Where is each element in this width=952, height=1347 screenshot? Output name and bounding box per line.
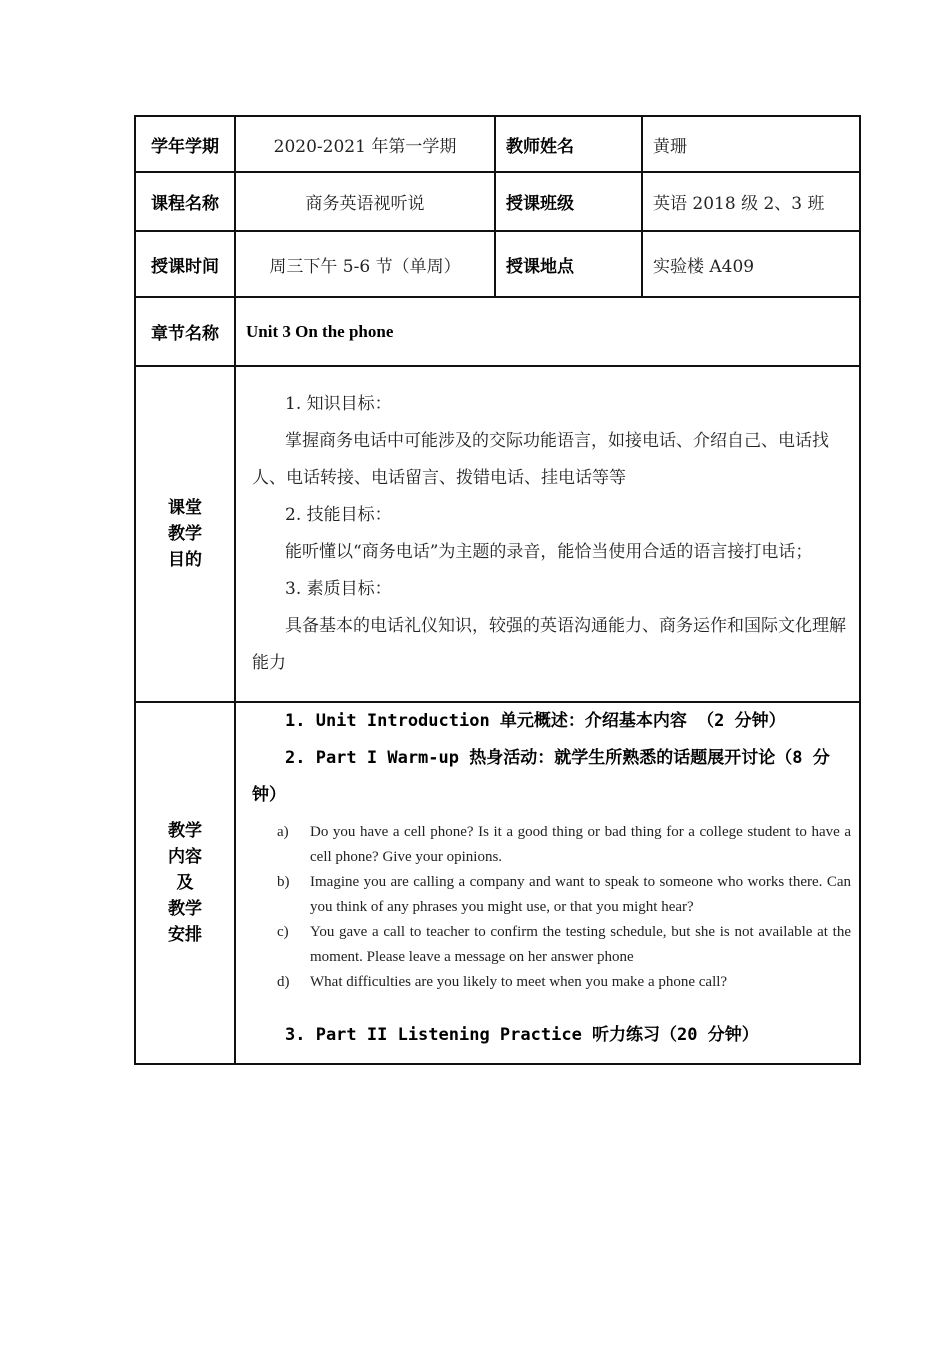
label-content (135, 702, 235, 1064)
row-semester (135, 116, 860, 172)
lesson-plan-table (134, 115, 861, 1065)
value-teacher: 黄珊 (642, 116, 860, 172)
label-course: 课程名称 (135, 172, 235, 231)
spacer (252, 995, 851, 1017)
section-heading: 3. Part II Listening Practice 听力练习（20 分钟） (285, 1025, 759, 1045)
label-line: 安排 (168, 925, 202, 945)
objective-text: 能听懂以“商务电话”为主题的录音，能恰当使用合适的语言接打电话； (285, 542, 813, 562)
list-item (252, 920, 851, 970)
label-chapter: 章节名称 (135, 297, 235, 366)
label-teacher: 教师姓名 (495, 116, 642, 172)
section-heading: 2. Part I Warm-up 热身活动：就学生所熟悉的话题展开讨论（8 分钟） (252, 748, 830, 805)
value-course: 商务英语视听说 (235, 172, 495, 231)
list-marker: b) (277, 874, 290, 890)
list-item (252, 970, 851, 995)
question-text: Imagine you are calling a company and want to speak to someone who works there. Can you think of any phrases you might use, or that you might hear? (310, 874, 851, 915)
question-text: What difficulties are you likely to meet when you make a phone call? (310, 974, 728, 990)
list-marker: a) (277, 824, 289, 840)
row-objectives (135, 366, 860, 702)
list-marker: c) (277, 924, 289, 940)
label-line: 教学 (168, 821, 202, 841)
label-location: 授课地点 (495, 231, 642, 297)
label-line: 课堂 (168, 498, 202, 518)
label-line: 内容 (168, 847, 202, 867)
label-line: 及 (176, 873, 194, 893)
row-content (135, 702, 860, 1064)
list-marker: d) (277, 974, 290, 990)
label-semester: 学年学期 (135, 116, 235, 172)
objective-text: 掌握商务电话中可能涉及的交际功能语言，如接电话、介绍自己、电话找人、电话转接、电话留言、拨错电话、挂电话等等 (252, 431, 829, 488)
objective-text: 具备基本的电话礼仪知识，较强的英语沟通能力、商务运作和国际文化理解能力 (252, 616, 846, 673)
question-text: Do you have a cell phone? Is it a good thing or bad thing for a college student to have a cell phone? Give your opinions. (310, 824, 851, 865)
label-objectives (135, 366, 235, 702)
label-line: 教学 (168, 899, 202, 919)
row-time (135, 231, 860, 297)
value-class: 英语 2018 级 2、3 班 (642, 172, 860, 231)
value-semester: 2020-2021 年第一学期 (235, 116, 495, 172)
warmup-question-list (252, 820, 851, 995)
list-item (252, 870, 851, 920)
label-line: 教学 (168, 524, 202, 544)
content-cell (235, 702, 860, 1064)
label-time: 授课时间 (135, 231, 235, 297)
label-class: 授课班级 (495, 172, 642, 231)
objectives-content (235, 366, 860, 702)
row-course (135, 172, 860, 231)
label-line: 目的 (168, 550, 202, 570)
objective-heading: 2. 技能目标： (285, 505, 392, 525)
list-item (252, 820, 851, 870)
objective-heading: 3. 素质目标： (285, 579, 392, 599)
value-location: 实验楼 A409 (642, 231, 860, 297)
section-heading: 1. Unit Introduction 单元概述：介绍基本内容 （2 分钟） (285, 711, 786, 731)
objective-heading: 1. 知识目标： (285, 394, 392, 414)
value-time: 周三下午 5-6 节（单周） (235, 231, 495, 297)
question-text: You gave a call to teacher to confirm the testing schedule, but she is not available at the moment. Please leave a message on her answer phone (310, 924, 851, 965)
value-chapter: Unit 3 On the phone (235, 297, 860, 366)
row-chapter (135, 297, 860, 366)
